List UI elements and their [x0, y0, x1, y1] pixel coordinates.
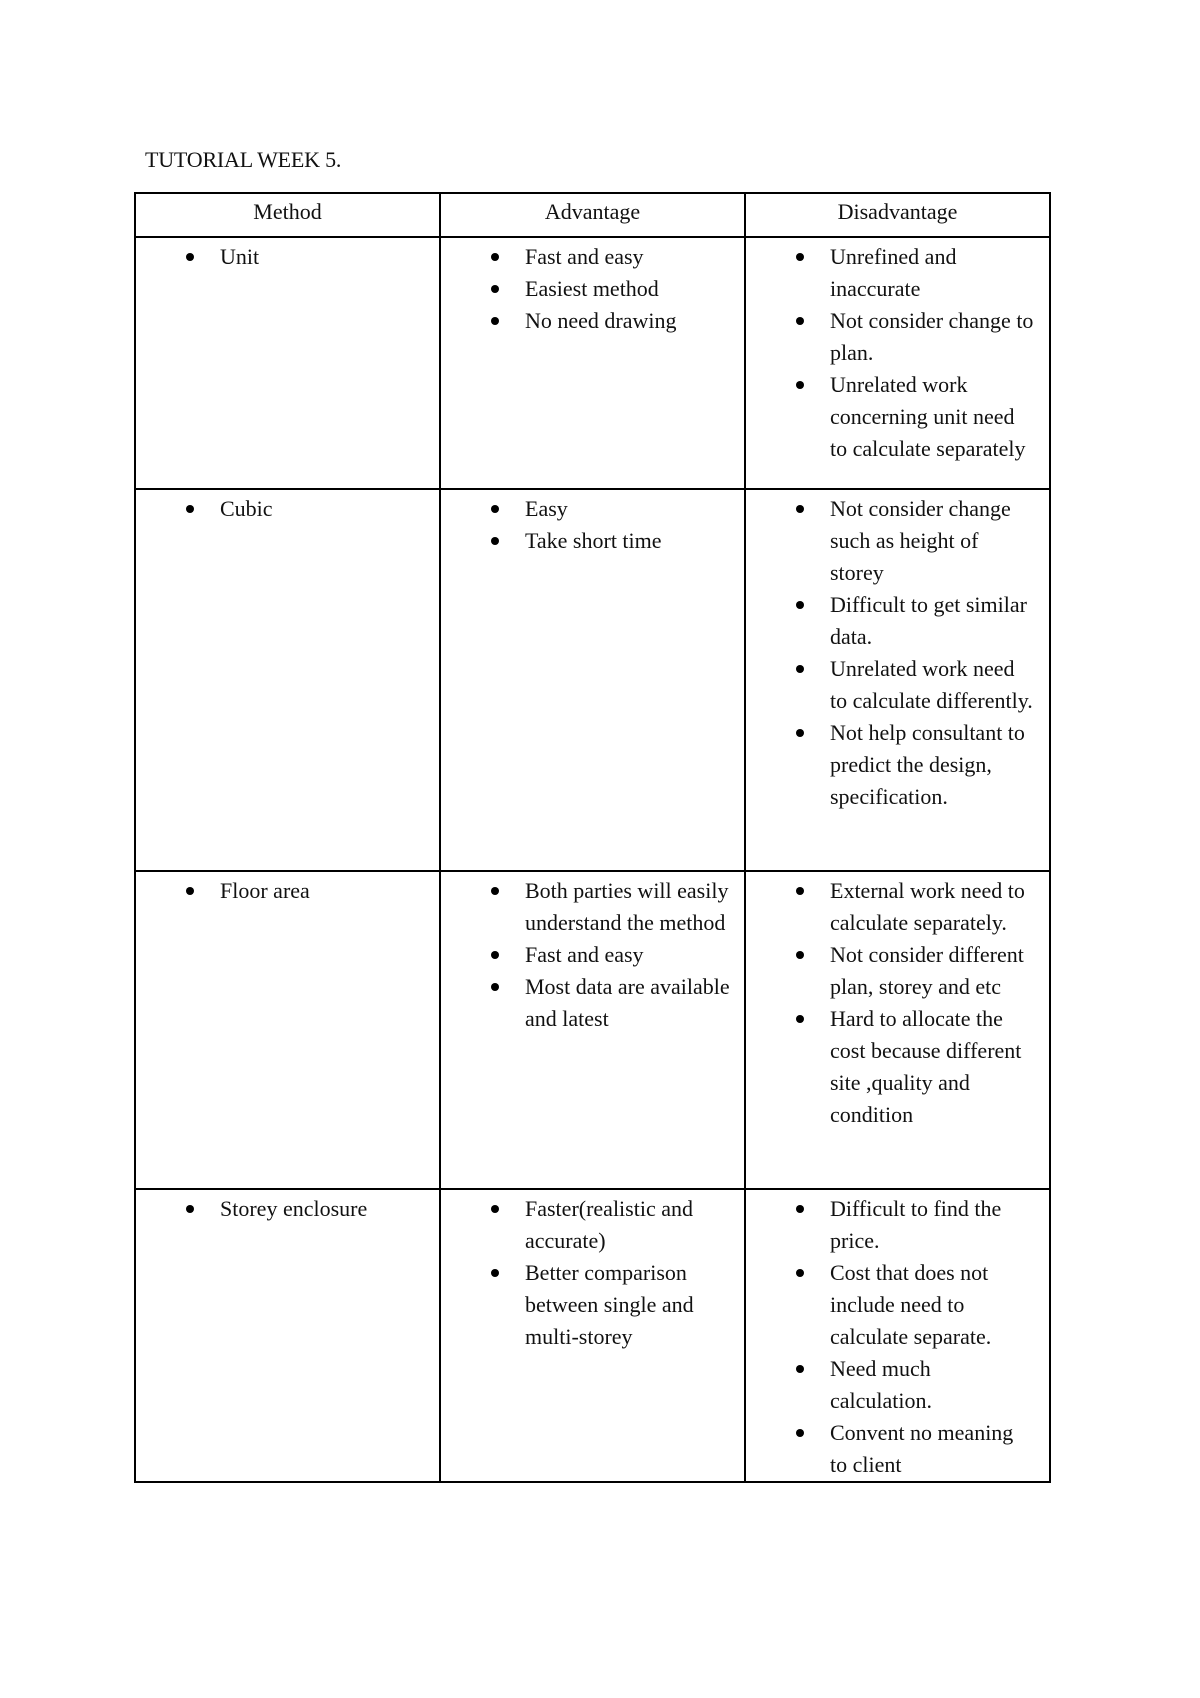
- disadvantage-item: Not consider change to plan.: [830, 305, 1035, 369]
- disadvantage-item: Not consider change such as height of storey: [830, 493, 1035, 589]
- advantage-cell: [440, 237, 745, 489]
- advantage-list: [441, 1190, 744, 1353]
- advantage-list: [441, 490, 744, 557]
- disadvantage-cell: [745, 871, 1050, 1189]
- method-item: Floor area: [220, 875, 431, 907]
- advantage-cell: [440, 489, 745, 871]
- disadvantage-cell: [745, 1189, 1050, 1482]
- disadvantage-list: [746, 1190, 1049, 1481]
- advantage-item: Easy: [525, 493, 736, 525]
- advantage-item: No need drawing: [525, 305, 736, 337]
- advantage-list: [441, 872, 744, 1035]
- table-row: [135, 237, 1050, 489]
- advantage-item: Take short time: [525, 525, 736, 557]
- method-item: Unit: [220, 241, 431, 273]
- disadvantage-list: [746, 872, 1049, 1131]
- disadvantage-item: Not help consultant to predict the design, specification.: [830, 717, 1035, 813]
- disadvantage-cell: [745, 489, 1050, 871]
- table-row: [135, 871, 1050, 1189]
- method-cell: [135, 489, 440, 871]
- advantage-item: Both parties will easily understand the method: [525, 875, 736, 939]
- method-list: [136, 490, 439, 525]
- method-item: Cubic: [220, 493, 431, 525]
- disadvantage-cell: [745, 237, 1050, 489]
- advantage-item: Fast and easy: [525, 241, 736, 273]
- method-list: [136, 238, 439, 273]
- advantage-item: Faster(realistic and accurate): [525, 1193, 736, 1257]
- disadvantage-list: [746, 490, 1049, 813]
- method-list: [136, 1190, 439, 1225]
- method-list: [136, 872, 439, 907]
- table-row: [135, 1189, 1050, 1482]
- table-row: [135, 489, 1050, 871]
- advantage-cell: [440, 871, 745, 1189]
- advantage-item: Better comparison between single and multi-storey: [525, 1257, 736, 1353]
- advantage-item: Most data are available and latest: [525, 971, 736, 1035]
- disadvantage-item: Convent no meaning to client: [830, 1417, 1035, 1481]
- advantage-item: Easiest method: [525, 273, 736, 305]
- method-item: Storey enclosure: [220, 1193, 431, 1225]
- disadvantage-list: [746, 238, 1049, 465]
- disadvantage-item: Cost that does not include need to calculate separate.: [830, 1257, 1035, 1353]
- header-advantage: Advantage: [440, 193, 745, 237]
- advantage-cell: [440, 1189, 745, 1482]
- method-cell: [135, 237, 440, 489]
- header-method: Method: [135, 193, 440, 237]
- advantage-item: Fast and easy: [525, 939, 736, 971]
- disadvantage-item: Difficult to find the price.: [830, 1193, 1035, 1257]
- disadvantage-item: Unrelated work need to calculate differently.: [830, 653, 1035, 717]
- table-header-row: [135, 193, 1050, 237]
- disadvantage-item: Hard to allocate the cost because different site ,quality and condition: [830, 1003, 1035, 1131]
- disadvantage-item: Not consider different plan, storey and etc: [830, 939, 1035, 1003]
- disadvantage-item: Difficult to get similar data.: [830, 589, 1035, 653]
- advantage-list: [441, 238, 744, 337]
- disadvantage-item: Need much calculation.: [830, 1353, 1035, 1417]
- methods-comparison-table: [134, 192, 1051, 1483]
- disadvantage-item: Unrelated work concerning unit need to calculate separately: [830, 369, 1035, 465]
- method-cell: [135, 1189, 440, 1482]
- disadvantage-item: Unrefined and inaccurate: [830, 241, 1035, 305]
- header-disadvantage: Disadvantage: [745, 193, 1050, 237]
- method-cell: [135, 871, 440, 1189]
- page-title: TUTORIAL WEEK 5.: [145, 147, 342, 172]
- disadvantage-item: External work need to calculate separately.: [830, 875, 1035, 939]
